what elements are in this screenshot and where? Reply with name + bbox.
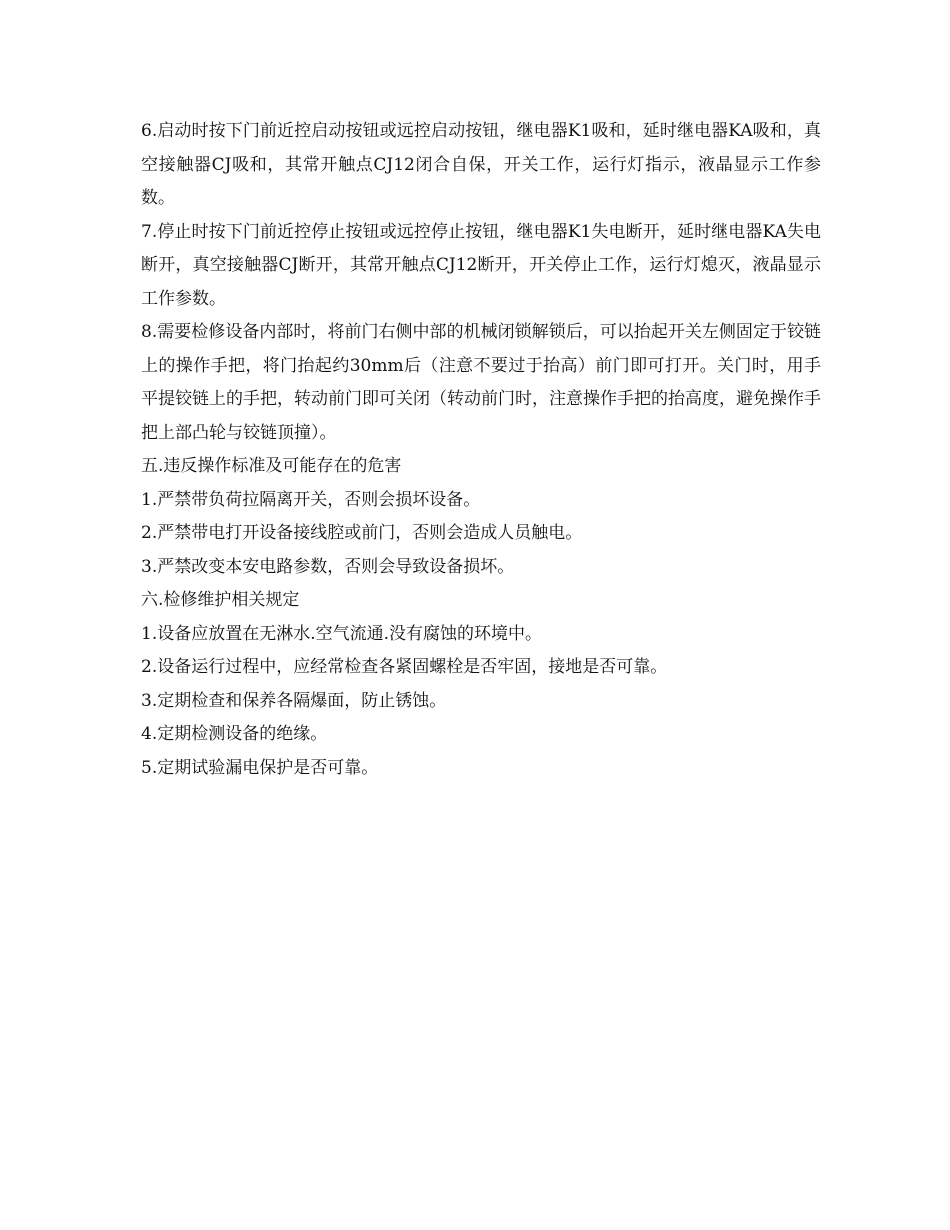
maintenance-item-2: 2.设备运行过程中，应经常检查各紧固螺栓是否牢固，接地是否可靠。 bbox=[141, 657, 668, 677]
maintenance-item-1: 1.设备应放置在无淋水.空气流通.没有腐蚀的环境中。 bbox=[141, 623, 543, 644]
maintenance-item-4: 4.定期检测设备的绝缘。 bbox=[141, 724, 328, 744]
violation-item-1: 1.严禁带负荷拉隔离开关，否则会损坏设备。 bbox=[141, 489, 481, 510]
section-heading-maintenance: 六.检修维护相关规定 bbox=[141, 590, 300, 610]
paragraph-step-8: 8.需要检修设备内部时，将前门右侧中部的机械闭锁解锁后，可以抬起开关左侧固定于铰链上的操作手把，将门抬起约30mm后（注意不要过于抬高）前门即可打开。关门时，用手平提铰链上的手把，转动前门即可关闭（转动前门时，注意操作手把的抬高度，避免操作手把上部凸轮与铰链顶撞）。 bbox=[141, 322, 821, 443]
section-heading-violations: 五.违反操作标准及可能存在的危害 bbox=[141, 456, 402, 476]
violation-item-2: 2.严禁带电打开设备接线腔或前门，否则会造成人员触电。 bbox=[141, 523, 583, 543]
paragraph-step-6: 6.启动时按下门前近控启动按钮或远控启动按钮，继电器K1吸和，延时继电器KA吸和，真空接触器CJ吸和，其常开触点CJ12闭合自保，开关工作，运行灯指示，液晶显示工作参数。 bbox=[141, 121, 821, 208]
document-body bbox=[141, 115, 821, 785]
maintenance-item-5: 5.定期试验漏电保护是否可靠。 bbox=[141, 757, 379, 778]
paragraph-step-7: 7.停止时按下门前近控停止按钮或远控停止按钮，继电器K1失电断开，延时继电器KA失电断开，真空接触器CJ断开，其常开触点CJ12断开，开关停止工作，运行灯熄灭，液晶显示工作参数。 bbox=[141, 221, 821, 309]
violation-item-3: 3.严禁改变本安电路参数，否则会导致设备损坏。 bbox=[141, 556, 515, 577]
maintenance-item-3: 3.定期检查和保养各隔爆面，防止锈蚀。 bbox=[141, 690, 447, 711]
